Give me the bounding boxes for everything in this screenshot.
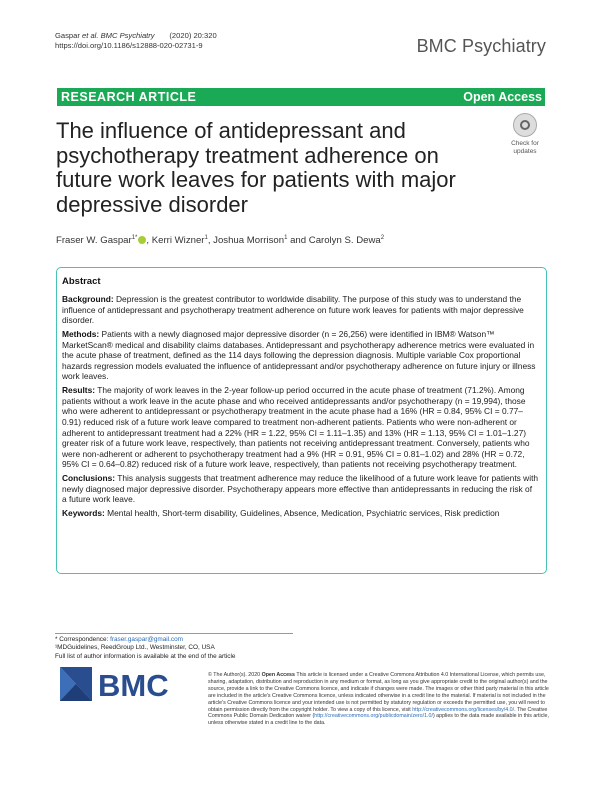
abstract-heading: Abstract [62,276,101,287]
open-access-label: Open Access [463,90,542,104]
abstract-background: Background: Depression is the greatest contributor to worldwide disability. The purpose of this study was to understand the influence of antidepressant and psychotherapy treatment adherence on future work leaves for patients with major depressive disorder. [62,294,524,326]
article-title: The influence of antidepressant and psychotherapy treatment adherence on future work leaves for patients with major depressive disorder [56,118,456,217]
footnotes [55,636,235,661]
check-for-updates-icon [513,113,537,137]
abstract-body [62,294,539,522]
check-for-updates-text: Check for updates [511,140,539,155]
citation-year-volume: (2020) 20:320 [169,31,217,40]
affiliation-line: ¹MDGuidelines, ReedGroup Ltd., Westminster, CO, USA [55,644,215,652]
check-for-updates-badge[interactable] [503,113,547,157]
author-name[interactable]: and Carolyn S. Dewa [287,235,381,247]
cc-by-link[interactable]: http://creativecommons.org/licenses/by/4.0/ [412,706,515,713]
author-name[interactable]: Fraser W. Gaspar [56,235,132,247]
citation-etal: et al. BMC Psychiatry [79,31,155,40]
abstract-results: Results: The majority of work leaves in the 2-year follow-up period occurred in the acute phase of treatment (71.2%). Among patients without a work leave in the acute phase and who received antidepressants and/or psychotherapy (n = 19,994), those who were adherent to antidepressant or psychotherapy treatment in the acute phase had a 16% (HR = 0.84, 95% CI = 0.77–0.91) reduced risk of a future work leave compared to treatment non-adherent patients. Patients who were non-adherent or adherent to antidepressant treatment had a 22% (HR = 1.22, 95% CI = 1.11–1.35) and 13% (HR = 1.13, 95% CI = 1.01–1.27) greater risk of a future work leave, respectively, than patients not receiving antidepressant treatment. Conversely, patients who were non-adherent or adherent to psychotherapy treatment had a 9% (HR = 0.91, 95% CI = 0.81–1.02) and 28% (HR = 0.72, 95% CI = 0.64–0.82) reduced risk of a future work leave, respectively, than patients not receiving psychotherapy treatment. [62,385,530,470]
abstract-methods: Methods: Patients with a newly diagnosed major depressive disorder (n = 26,256) were identified in IBM® Watson™ MarketScan® medical and disability claims databases. Antidepressant and psychotherapy adherence metrics were evaluated in the acute phase of treatment, defined as the 114 days following the depression diagnosis. Multiple variable Cox proportional hazards regression models evaluated the influence of antidepressant and/or psychotherapy adherence on future injury or illness work leaves. [62,328,536,382]
abstract-keywords: Keywords: Mental health, Short-term disability, Guidelines, Absence, Medication, Psychiatric services, Risk prediction [62,508,500,519]
author-name[interactable]: , Kerri Wizner [146,235,205,247]
author-info-note: Full list of author information is available at the end of the article [55,652,236,660]
cc-zero-link[interactable]: http://creativecommons.org/publicdomain/zero/1.0/ [314,713,433,720]
citation-line [55,31,217,41]
citation-author: Gaspar [55,31,80,40]
correspondence-line: * Correspondence: fraser.gaspar@gmail.com [55,636,183,643]
citation-block [55,31,217,51]
abstract-box [56,267,547,574]
abstract-conclusions: Conclusions: This analysis suggests that treatment adherence may reduce the likelihood of a future work leave for patients with newly diagnosed major depressive disorder. Psychotherapy appears more effective than antidepressants in reducing the risk of a future work leave. [62,473,539,505]
author-list: Fraser W. Gaspar$^{1*}$ , Kerri Wizner$^1$, Joshua Morrison$^1$ and Carolyn S. Dewa$^2$ [56,235,385,247]
bmc-logo[interactable] [60,667,178,701]
correspondence-email-link[interactable]: fraser.gaspar@gmail.com [110,636,183,643]
footnote-divider [55,633,293,634]
license-text: © The Author(s). 2020 Open Access This article is licensed under a Creative Commons Attribution 4.0 International License, which permits use, sharing, adaptation, distribution and reproduction in any medium or format, as long as you give appropriate credit to the original author(s) and the source, provide a link to the Creative Commons licence, and indicate if changes were made. The images or other third party material in this article are included in the article's Creative Commons licence, unless indicated otherwise in a credit line to the material. If material is not included in the article's Creative Commons licence and your intended use is not permitted by statutory regulation or exceeds the permitted use, you will need to obtain permission directly from the copyright holder. To view a copy of this licence, visit http://creativecommons.org/licenses/by/4.0/. The Creative Commons Public Domain Dedication waiver (http://creativecommons.org/publicdomain/zero/1.0/) applies to the data made available in this article, unless otherwise stated in a credit line to the data. [208,672,549,727]
doi-link[interactable]: https://doi.org/10.1186/s12888-020-02731-9 [55,41,203,50]
bmc-logo-text: BMC [98,668,169,701]
journal-name: BMC Psychiatry [416,36,546,56]
license-open-access: Open Access [261,672,295,678]
author-name[interactable]: , Joshua Morrison [207,235,285,247]
article-type-label: RESEARCH ARTICLE [61,90,197,104]
article-type-bar [57,88,545,106]
